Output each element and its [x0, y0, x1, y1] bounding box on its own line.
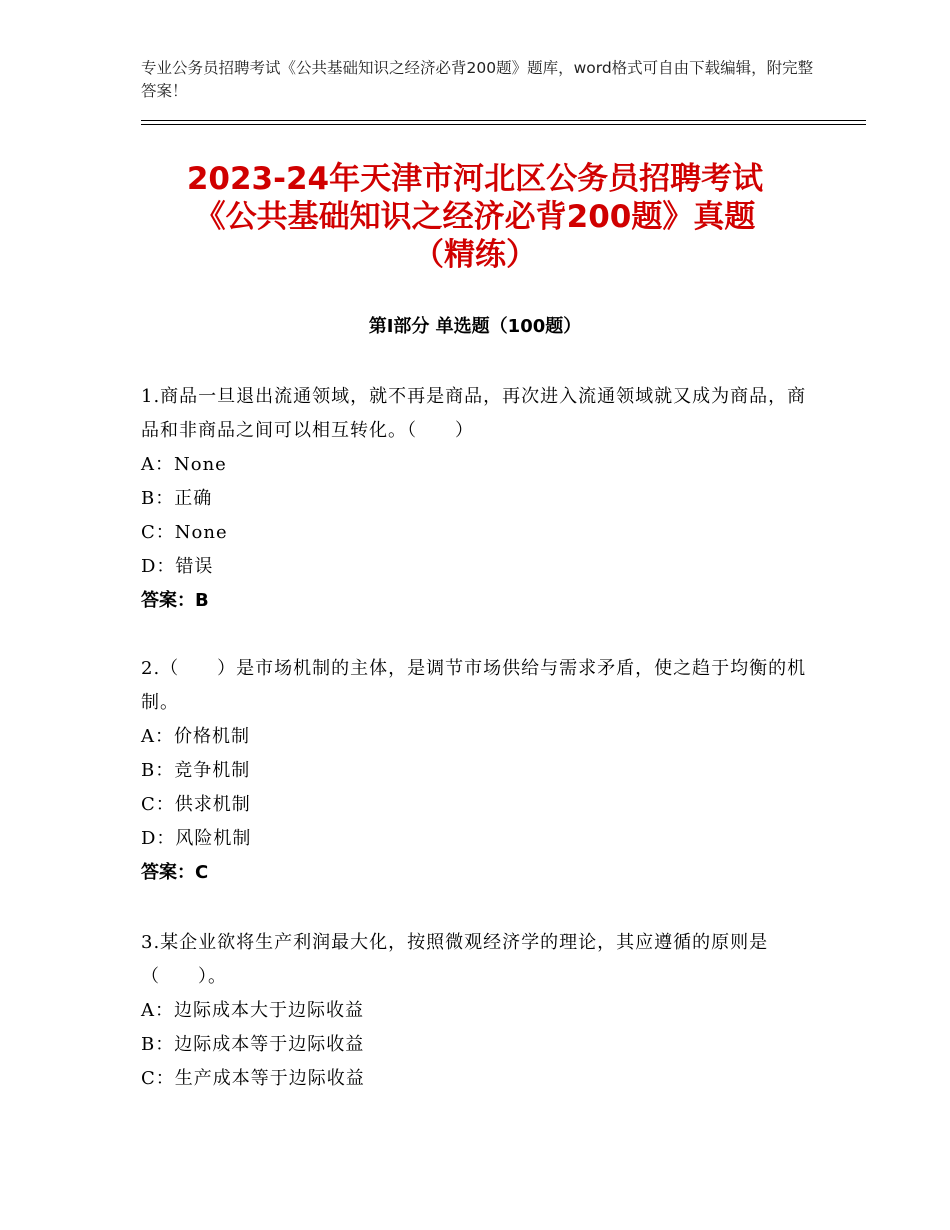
title-line-1: 2023-24年天津市河北区公务员招聘考试 — [186, 161, 764, 197]
question-1 — [141, 380, 821, 618]
option-c: C：None — [141, 522, 228, 543]
header-note: 专业公务员招聘考试《公共基础知识之经济必背200题》题库，word格式可自由下载编辑，附完整答案！ — [141, 59, 814, 100]
question-3 — [141, 926, 821, 1096]
question-stem: 2.（ ）是市场机制的主体，是调节市场供给与需求矛盾，使之趋于均衡的机制。 — [141, 658, 807, 713]
question-stem: 1.商品一旦退出流通领域，就不再是商品，再次进入流通领域就又成为商品，商品和非商品之间可以相互转化。（ ） — [141, 386, 807, 441]
answer: 答案：C — [141, 862, 209, 883]
answer: 答案：B — [141, 590, 209, 611]
option-b: B：竞争机制 — [141, 760, 251, 781]
option-d: D：错误 — [141, 556, 214, 577]
header-divider — [141, 120, 866, 125]
option-a: A：None — [141, 454, 227, 475]
question-stem: 3.某企业欲将生产利润最大化，按照微观经济学的理论，其应遵循的原则是（ ）。 — [141, 932, 769, 987]
title-line-2: 《公共基础知识之经济必背200题》真题 — [194, 199, 756, 235]
title-line-3: （精练） — [413, 237, 537, 273]
option-b: B：边际成本等于边际收益 — [141, 1034, 365, 1055]
option-a: A：边际成本大于边际收益 — [141, 1000, 364, 1021]
option-d: D：风险机制 — [141, 828, 252, 849]
section-title: 第Ⅰ部分 单选题（100题） — [368, 316, 582, 337]
option-a: A：价格机制 — [141, 726, 250, 747]
option-b: B：正确 — [141, 488, 213, 509]
option-c: C：生产成本等于边际收益 — [141, 1068, 365, 1089]
option-c: C：供求机制 — [141, 794, 251, 815]
page-title — [100, 160, 850, 274]
question-2 — [141, 652, 821, 890]
